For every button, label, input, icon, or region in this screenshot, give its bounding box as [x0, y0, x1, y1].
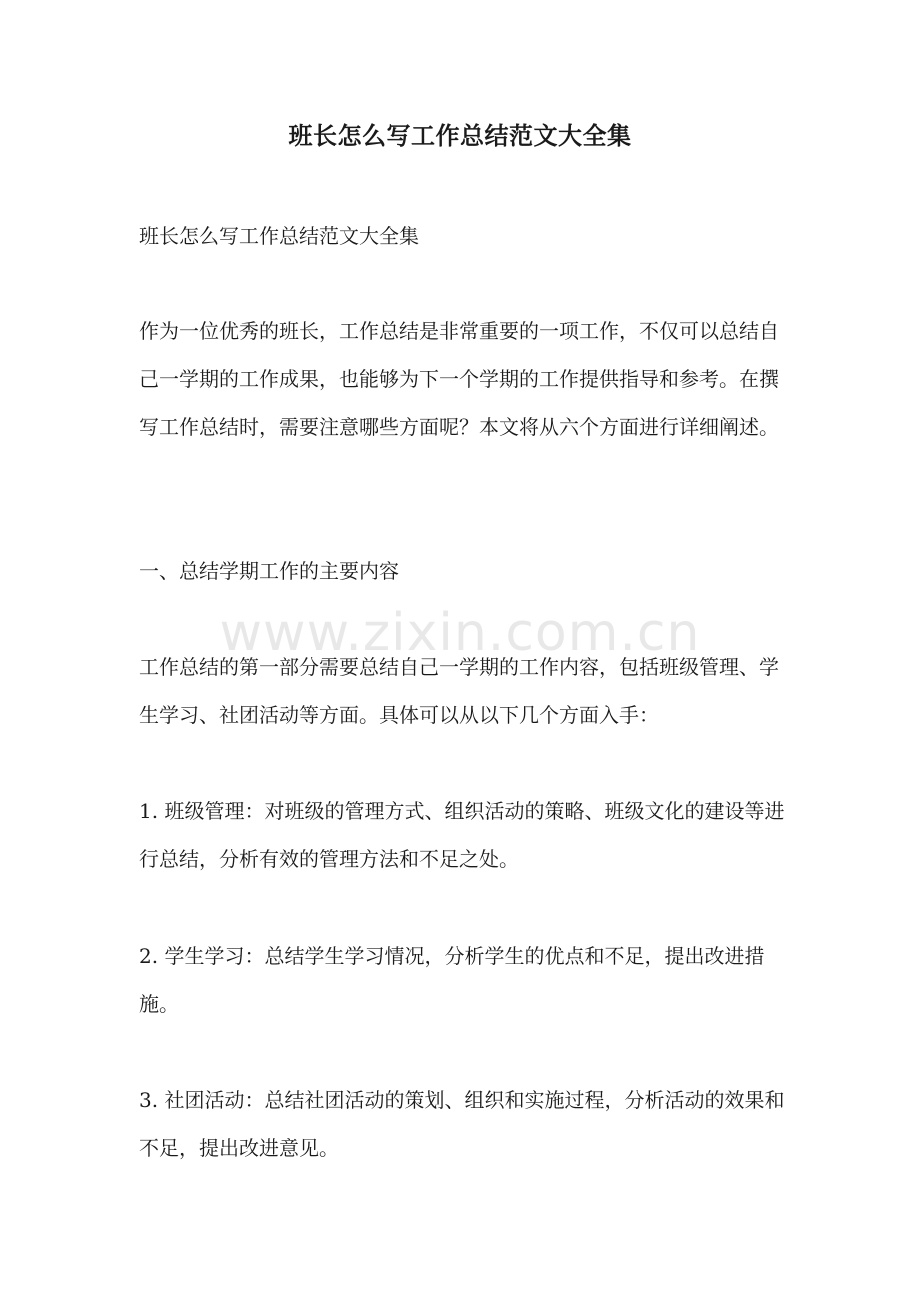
watermark: www.zixin.com.cn [219, 603, 701, 663]
list-item: 3. 社团活动：总结社团活动的策划、组织和实施过程，分析活动的效果和不足，提出改进意见。 [139, 1088, 785, 1160]
subtitle-paragraph: 班长怎么写工作总结范文大全集 [139, 224, 419, 248]
list-item: 1. 班级管理：对班级的管理方式、组织活动的策略、班级文化的建设等进行总结，分析有效的管理方法和不足之处。 [139, 799, 785, 871]
list-item: 2. 学生学习：总结学生学习情况，分析学生的优点和不足，提出改进措施。 [139, 944, 765, 1016]
section-heading: 一、总结学期工作的主要内容 [139, 559, 399, 583]
section-body-paragraph: 工作总结的第一部分需要总结自己一学期的工作内容，包括班级管理、学生学习、社团活动等方面。具体可以从以下几个方面入手： [139, 655, 779, 727]
intro-paragraph: 作为一位优秀的班长，工作总结是非常重要的一项工作，不仅可以总结自己一学期的工作成果，也能够为下一个学期的工作提供指导和参考。在撰写工作总结时，需要注意哪些方面呢？本文将从六个方面进行详细阐述。 [139, 319, 779, 439]
document-title: 班长怎么写工作总结范文大全集 [288, 121, 632, 150]
